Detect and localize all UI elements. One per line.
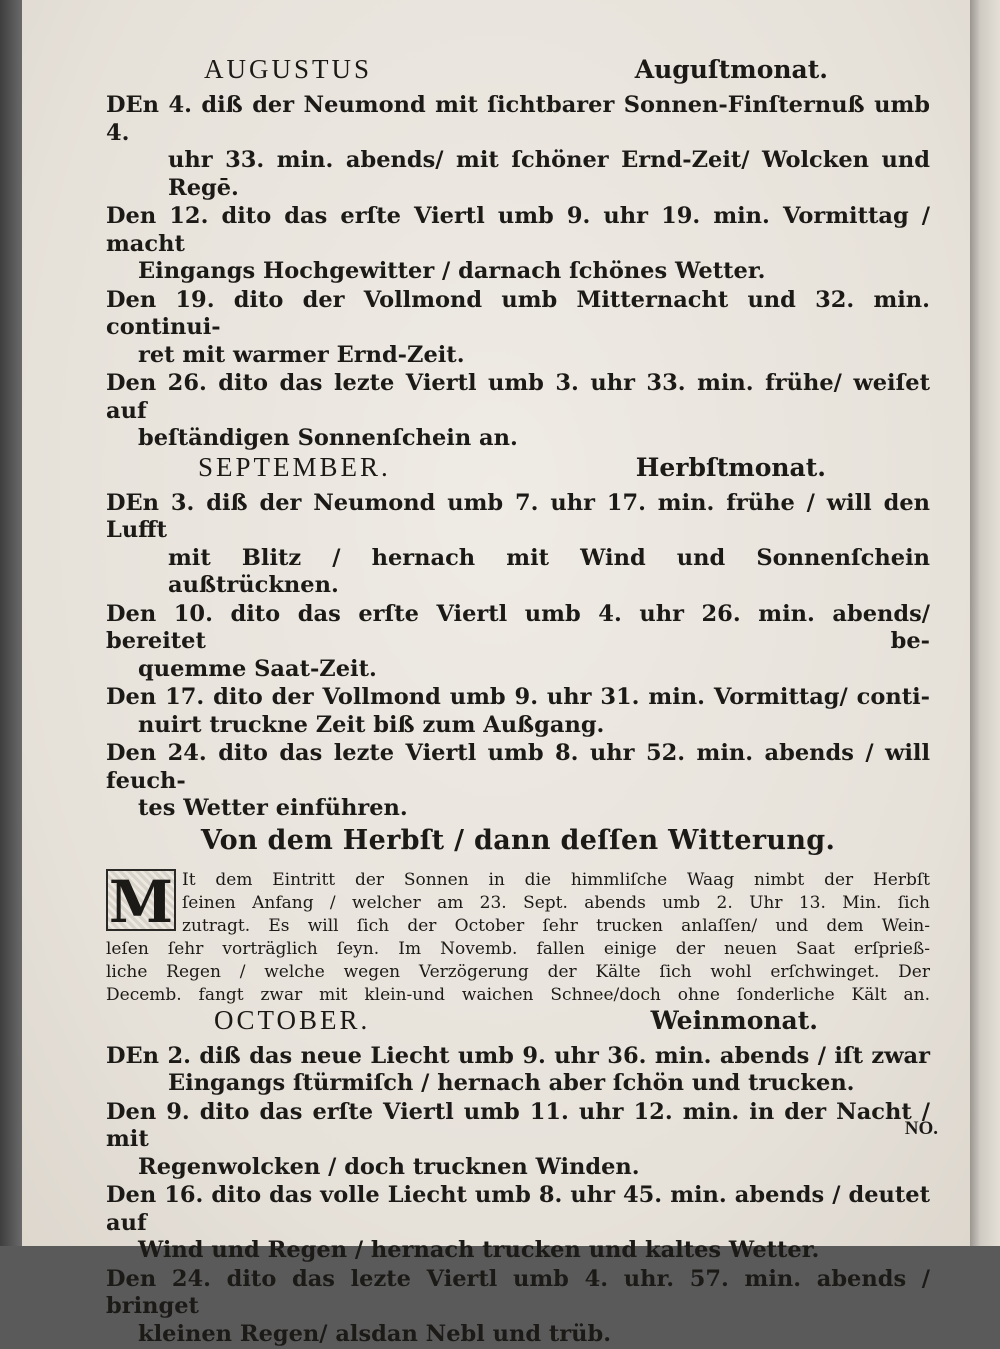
entry-line: tes Wetter einführen. bbox=[138, 795, 408, 821]
entry-line: Den 12. dito das erſte Viertl umb 9. uhr 19. min. Vormittag / macht bbox=[106, 203, 930, 257]
entry-line: Den 17. dito der Vollmond umb 9. uhr 31. min. Vormittag/ conti- bbox=[106, 684, 930, 710]
entry bbox=[106, 370, 930, 453]
page-text bbox=[106, 56, 930, 1349]
month-german: Weinmonat. bbox=[650, 1005, 818, 1035]
month-latin: OCTOBER. bbox=[214, 1004, 371, 1035]
entry-line: nuirt truckne Zeit biß zum Außgang. bbox=[138, 711, 605, 738]
entry-line: Wind und Regen / hernach trucken und kaltes Wetter. bbox=[138, 1237, 820, 1263]
month-latin: SEPTEMBER. bbox=[198, 451, 391, 482]
entry-line: Regenwolcken / doch trucknen Winden. bbox=[138, 1153, 640, 1180]
entry-line: quemme Saat-Zeit. bbox=[138, 655, 377, 682]
entry-line: Den 24. dito das lezte Viertl umb 8. uhr 52. min. abends / will feuch- bbox=[106, 740, 930, 794]
paragraph-line: Decemb. fangt zwar mit klein-und waichen Schnee/doch ohne ſonderliche Kält an. bbox=[106, 984, 930, 1005]
entry bbox=[106, 490, 930, 600]
section-heading-autumn: Von dem Herbſt / dann deſſen Witterung. bbox=[200, 824, 836, 856]
catchword: NO. bbox=[904, 1118, 938, 1139]
entry bbox=[106, 287, 930, 370]
entry bbox=[106, 740, 930, 823]
autumn-paragraph bbox=[106, 869, 930, 1007]
month-german: Auguſtmonat. bbox=[634, 55, 828, 84]
entry-line: Den 10. dito das erſte Viertl umb 4. uhr 26. min. abends/ bereitet be- bbox=[106, 600, 930, 654]
entry-line: DEn 4. diß der Neumond mit ſichtbarer Sonnen-Finſternuß umb 4. bbox=[106, 92, 930, 146]
entry-line: Den 9. dito das erſte Viertl umb 11. uhr 12. min. in der Nacht / mit bbox=[106, 1098, 930, 1152]
month-latin: AUGUSTUS bbox=[204, 54, 373, 84]
entry bbox=[106, 92, 930, 202]
entry bbox=[106, 1043, 930, 1098]
entry bbox=[106, 203, 930, 286]
entry bbox=[106, 601, 930, 684]
paragraph-line: leſen ſehr vorträglich ſeyn. Im Novemb. fallen einige der neuen Saat erſprieß- bbox=[106, 938, 930, 959]
entry-line: Eingangs ſtürmiſch / hernach aber ſchön und trucken. bbox=[168, 1070, 855, 1096]
entry-line: beſtändigen Sonnenſchein an. bbox=[138, 425, 518, 451]
entry-line: kleinen Regen/ alsdan Nebl und trüb. bbox=[138, 1320, 612, 1347]
entry bbox=[106, 1182, 930, 1265]
month-heading-october bbox=[106, 1004, 930, 1043]
paragraph-line: ſeinen Anfang / welcher am 23. Sept. abends umb 2. Uhr 13. Min. ſich bbox=[182, 892, 930, 913]
entry-line: Den 16. dito das volle Liecht umb 8. uhr 45. min. abends / deutet auf bbox=[106, 1182, 930, 1236]
paragraph-line: zutragt. Es will ſich der October ſehr trucken anlaſſen/ und dem Wein- bbox=[182, 915, 930, 936]
paragraph-line: liche Regen / welche wegen Verzögerung der Kälte ſich wohl erſchwinget. Der bbox=[106, 961, 930, 982]
entry-line: mit Blitz / hernach mit Wind und Sonnenſchein außtrücknen. bbox=[168, 544, 930, 598]
page-left-edge bbox=[0, 0, 22, 1246]
entry-line: DEn 2. diß das neue Liecht umb 9. uhr 36. min. abends / iſt zwar bbox=[106, 1042, 930, 1069]
entry-line: Den 24. dito das lezte Viertl umb 4. uhr. 57. min. abends / bringet bbox=[106, 1265, 930, 1319]
paragraph-line: It dem Eintritt der Sonnen in die himmliſche Waag nimbt der Herbſt bbox=[182, 869, 930, 890]
entry bbox=[106, 1099, 930, 1182]
entry-line: Den 26. dito das lezte Viertl umb 3. uhr 33. min. frühe/ weiſet auf bbox=[106, 370, 930, 424]
initial-letter: M bbox=[106, 869, 176, 931]
month-german: Herbſtmonat. bbox=[635, 452, 826, 482]
entry bbox=[106, 1266, 930, 1349]
book-gutter bbox=[970, 0, 1000, 1246]
entry-line: DEn 3. diß der Neumond umb 7. uhr 17. min. frühe / will den Lufft bbox=[106, 489, 930, 543]
entry-line: uhr 33. min. abends/ mit ſchöner Ernd-Zeit/ Wolcken und Regē. bbox=[168, 147, 930, 201]
entry bbox=[106, 684, 930, 739]
entry-line: ret mit warmer Ernd-Zeit. bbox=[138, 341, 465, 368]
month-heading-september bbox=[106, 451, 930, 490]
entry-line: Den 19. dito der Vollmond umb Mitternacht und 32. min. continui- bbox=[106, 286, 930, 340]
month-heading-august bbox=[106, 56, 930, 92]
entry-line: Eingangs Hochgewitter / darnach ſchönes Wetter. bbox=[138, 258, 766, 284]
